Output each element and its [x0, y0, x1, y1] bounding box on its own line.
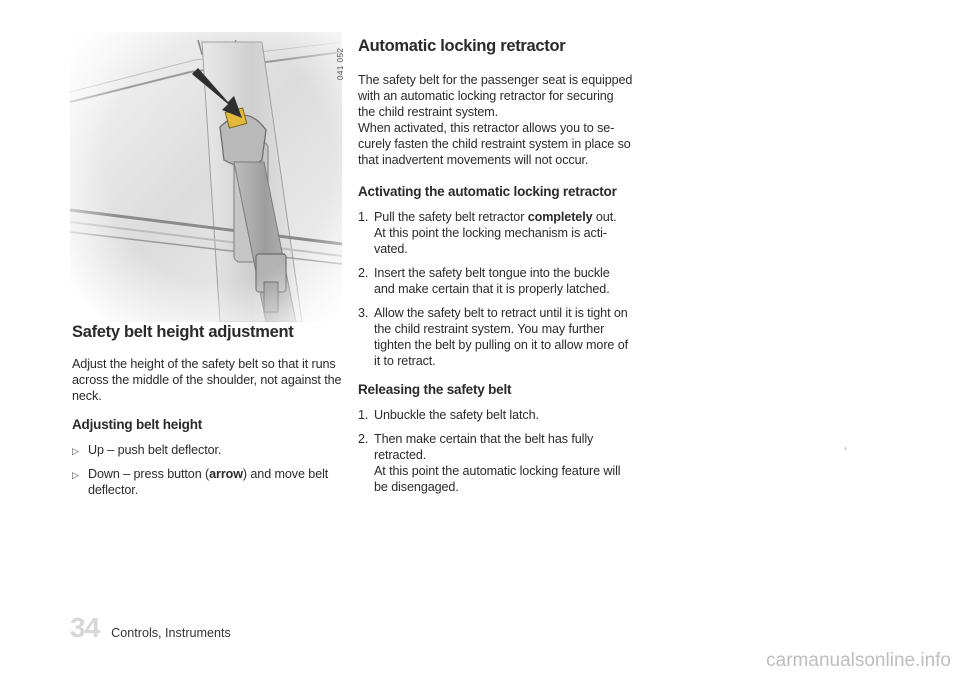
- releasing-steps: [358, 407, 634, 495]
- triangle-bullet-icon: ▷: [72, 470, 79, 480]
- step-number: 2.: [358, 432, 369, 446]
- heading-automatic-locking-retractor: Automatic locking retractor: [358, 37, 566, 55]
- text-line: Up – push belt deflector.: [88, 443, 222, 457]
- text-line: Unbuckle the safety belt latch.: [374, 408, 539, 422]
- belt-height-illustration: [70, 32, 342, 322]
- list-item: [358, 407, 634, 423]
- text-line: across the middle of the shoulder, not against the: [72, 373, 342, 387]
- belt-height-instructions: [72, 442, 347, 498]
- text-run: ) and move belt: [242, 467, 329, 481]
- figure-code: 041 052: [336, 47, 345, 80]
- list-item: [358, 305, 634, 369]
- list-item: [72, 442, 347, 458]
- page-number: 34: [70, 612, 100, 643]
- text-line: At this point the automatic locking feature will: [374, 464, 621, 478]
- text-line: and make certain that it is properly latched.: [374, 282, 610, 296]
- text-line: Then make certain that the belt has fully: [374, 432, 594, 446]
- heading-belt-height-adjustment: Safety belt height adjustment: [72, 323, 294, 341]
- activating-steps: [358, 209, 634, 369]
- text-line: with an automatic locking retractor for securing: [358, 89, 614, 103]
- text-line: the child restraint system. You may further: [374, 322, 605, 336]
- section-name: Controls, Instruments: [111, 626, 231, 640]
- text-line: the child restraint system.: [358, 105, 499, 119]
- step-number: 1.: [358, 210, 369, 224]
- triangle-bullet-icon: ▷: [72, 446, 79, 456]
- step-number: 3.: [358, 306, 369, 320]
- text-line: When activated, this retractor allows you to se-: [358, 121, 615, 135]
- watermark-text: carmanualsonline.info: [766, 650, 951, 671]
- text-line: be disengaged.: [374, 480, 459, 494]
- text-line: vated.: [374, 242, 408, 256]
- subheading-activating-retractor: Activating the automatic locking retractor: [358, 184, 617, 199]
- text-line: tighten the belt by pulling on it to allow more of: [374, 338, 629, 352]
- text-line: deflector.: [88, 483, 139, 497]
- text-line: it to retract.: [374, 354, 436, 368]
- list-item: [358, 431, 634, 495]
- text-line: Insert the safety belt tongue into the buckle: [374, 266, 610, 280]
- paragraph-belt-height-intro: [72, 356, 347, 404]
- text-line: [88, 466, 347, 482]
- subheading-releasing-belt: Releasing the safety belt: [358, 382, 512, 397]
- text-line: retracted.: [374, 448, 427, 462]
- text-run: out.: [592, 210, 617, 224]
- text-line: that inadvertent movements will not occur.: [358, 153, 589, 167]
- step-number: 1.: [358, 408, 369, 422]
- text-line: Allow the safety belt to retract until it is tight on: [374, 306, 628, 320]
- text-line: At this point the locking mechanism is acti-: [374, 226, 607, 240]
- bold-term-completely: completely: [527, 210, 593, 224]
- text-run: Down – press button (: [88, 467, 210, 481]
- text-line: Adjust the height of the safety belt so that it runs: [72, 357, 336, 371]
- list-item: [358, 265, 634, 297]
- text-line: curely fasten the child restraint system in place so: [358, 137, 631, 151]
- speck-dot: [844, 447, 847, 450]
- text-line: neck.: [72, 389, 102, 403]
- text-line: The safety belt for the passenger seat is equipped: [358, 73, 633, 87]
- left-column: [72, 322, 347, 506]
- text-run: Pull the safety belt retractor: [374, 210, 528, 224]
- step-number: 2.: [358, 266, 369, 280]
- right-column: [358, 36, 634, 503]
- list-item: [72, 466, 347, 498]
- text-line: [374, 209, 634, 225]
- paragraph-retractor-intro: [358, 72, 634, 168]
- bold-term-arrow: arrow: [209, 467, 243, 481]
- subheading-adjusting-belt-height: Adjusting belt height: [72, 417, 203, 432]
- list-item: [358, 209, 634, 257]
- page-footer: [70, 610, 231, 642]
